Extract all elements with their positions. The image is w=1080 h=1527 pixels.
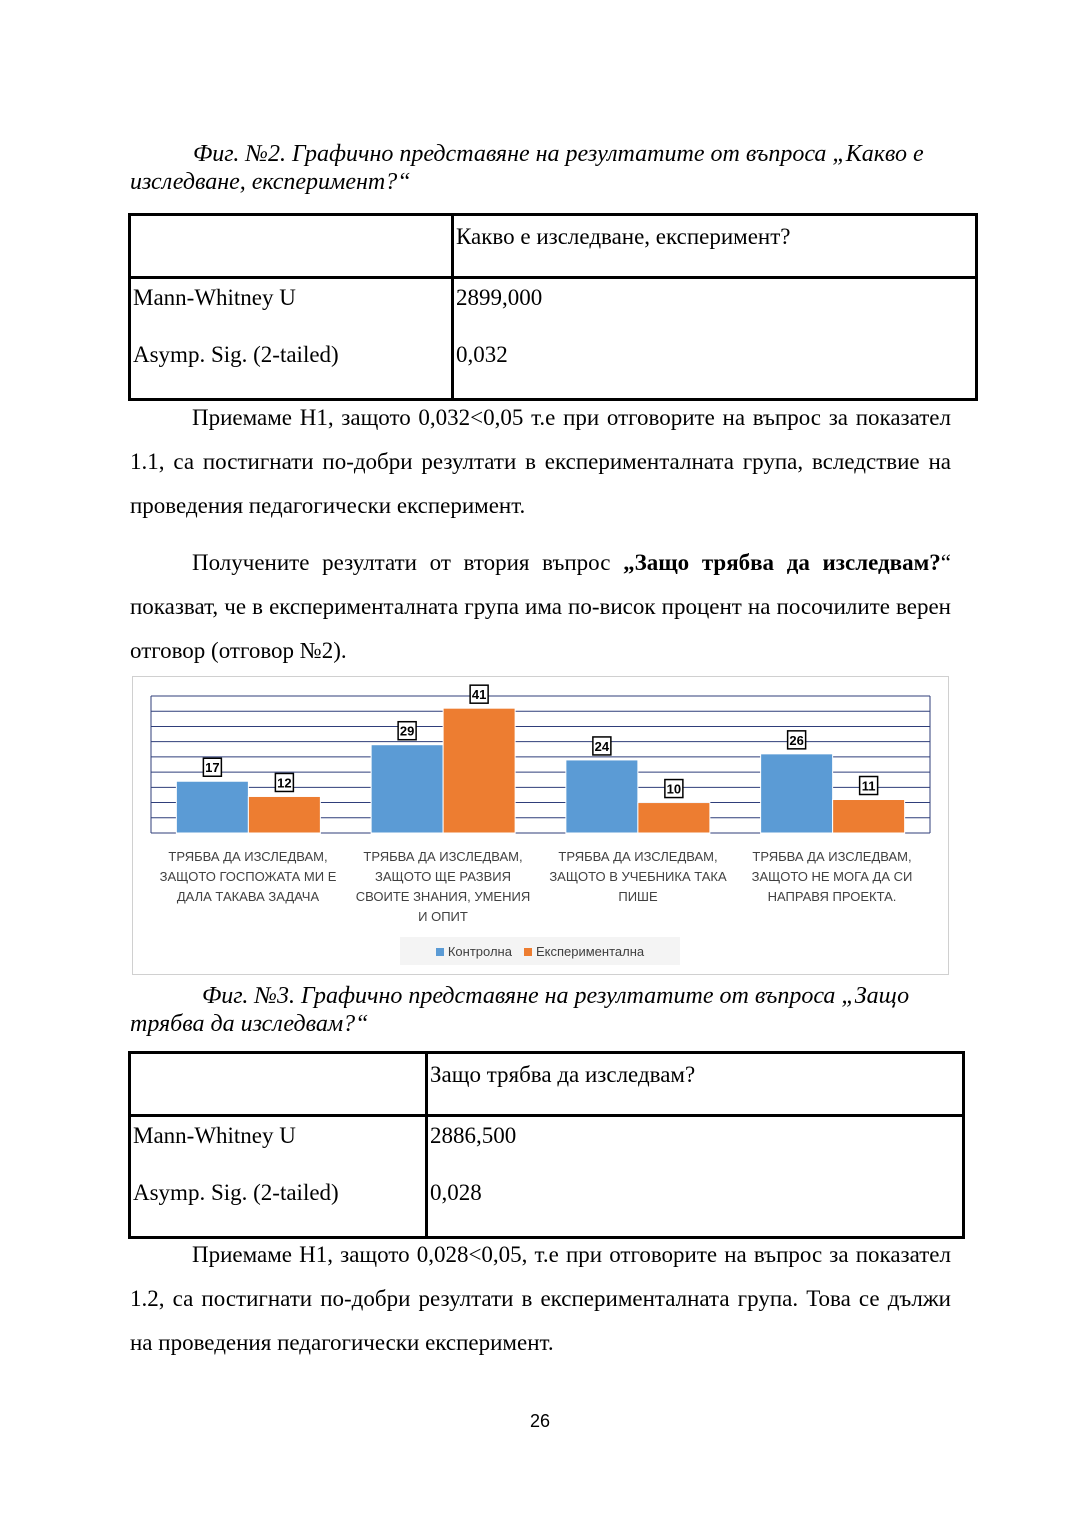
category-label-line: ТРЯБВА ДА ИЗСЛЕДВАМ, (168, 849, 328, 864)
bar (833, 800, 905, 833)
paragraph-2-end: “ показват, че в експерименталната група има по-висок процент на посочилите верен отговор (отговор №2). (130, 550, 951, 663)
paragraph-2-start: Получените резултати от втория въпрос (192, 550, 624, 575)
legend-item-experimental (524, 944, 644, 959)
category-label-line: ДАЛА ТАКАВА ЗАДАЧА (176, 889, 320, 904)
fig3-caption (130, 982, 951, 1038)
chart-legend (400, 937, 680, 965)
category-label-line: ПИШЕ (618, 889, 658, 904)
table2-row-label: Asymp. Sig. (2-tailed) (130, 1174, 427, 1238)
table1-row-label: Asymp. Sig. (2-tailed) (130, 336, 453, 400)
category-label-line: ТРЯБВА ДА ИЗСЛЕДВАМ, (558, 849, 718, 864)
category-label-line: СВОИТЕ ЗНАНИЯ, УМЕНИЯ (355, 889, 531, 904)
table2-empty-cell (130, 1053, 427, 1116)
paragraph-3: Приемаме H1, защото 0,028<0,05, т.е при отговорите на въпрос за показател 1.2, са постигнати по-добри резултати в експерименталната група. Това се дължи на проведения педагогически експеримент. (130, 1242, 951, 1355)
data-label: 17 (205, 760, 220, 776)
category-label-line: ТРЯБВА ДА ИЗСЛЕДВАМ, (363, 849, 523, 864)
category-label (343, 847, 543, 927)
table2-row-label: Mann-Whitney U (130, 1116, 427, 1174)
table2-header: Защо трябва да изследвам? (427, 1053, 964, 1116)
table2-row-value: 0,028 (430, 1179, 482, 1205)
category-label-line: ЗАЩОТО В УЧЕБНИКА ТАКА (549, 869, 727, 884)
fig2-caption-line1: Фиг. №2. Графично представяне на резултатите от въпроса „Какво е (193, 141, 924, 167)
fig3-caption-line2: трябва да изследвам?“ (130, 1011, 369, 1037)
bar (566, 760, 638, 833)
table1-row-value: 2899,000 (456, 285, 543, 310)
data-label: 41 (471, 687, 487, 703)
table1-header: Какво е изследване, експеримент? (453, 215, 977, 278)
data-label: 10 (666, 781, 682, 797)
data-label: 12 (277, 775, 292, 791)
table1-row-value: 0,032 (456, 341, 508, 367)
category-label-line: ЗАЩОТО НЕ МОГА ДА СИ (751, 869, 913, 884)
bar (443, 708, 515, 833)
paragraph-2-bold: „Защо трябва да изследвам? (623, 550, 941, 575)
legend-swatch-control (436, 948, 444, 956)
page-number: 26 (529, 1411, 551, 1431)
legend-label-control: Контролна (447, 943, 512, 959)
bar (638, 803, 710, 833)
data-label: 26 (789, 732, 804, 748)
table1-row-label: Mann-Whitney U (130, 278, 453, 336)
data-label: 29 (399, 723, 415, 739)
category-label-line: ЗАЩОТО ЩЕ РАЗВИЯ (375, 869, 511, 884)
fig2-caption-line2: изследване, експеримент?“ (130, 169, 411, 195)
data-label: 11 (861, 778, 876, 794)
category-label (538, 847, 738, 907)
bar (248, 796, 320, 833)
bar (761, 754, 833, 833)
category-label-line: ТРЯБВА ДА ИЗСЛЕДВАМ, (752, 849, 912, 864)
table2-row-value: 2886,500 (430, 1123, 517, 1148)
data-label: 24 (594, 738, 610, 754)
category-label-line: И ОПИТ (418, 909, 468, 924)
bar (176, 781, 248, 833)
legend-swatch-experimental (524, 948, 532, 956)
fig3-caption-line1: Фиг. №3. Графично представяне на резултатите от въпроса „Защо (202, 983, 910, 1009)
bar (371, 745, 443, 833)
category-label-line: НАПРАВЯ ПРОЕКТА. (767, 889, 897, 904)
stats-table-2 (128, 1051, 965, 1239)
category-label (148, 847, 348, 907)
category-label-line: ЗАЩОТО ГОСПОЖАТА МИ Е (159, 869, 337, 884)
paragraph-1: Приемаме H1, защото 0,032<0,05 т.е при отговорите на въпрос за показател 1.1, са постигнати по-добри резултати в експерименталната група, вследствие на проведения педагогически експеримент. (130, 405, 951, 518)
legend-label-experimental: Експериментална (535, 943, 645, 959)
legend-item-control (436, 944, 512, 959)
category-label (732, 847, 932, 907)
